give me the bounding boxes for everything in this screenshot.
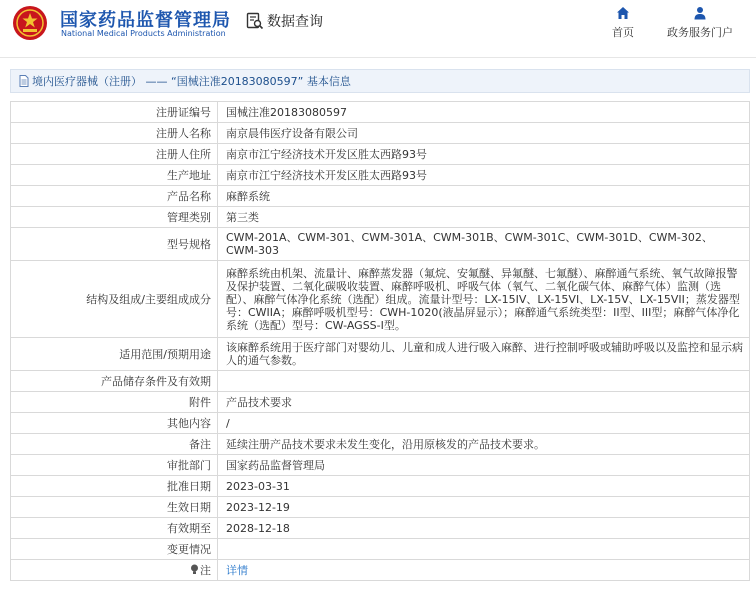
- table-row: [11, 165, 750, 186]
- row-value: 南京市江宁经济技术开发区胜太西路93号: [218, 144, 750, 165]
- row-value: CWM-201A、CWM-301、CWM-301A、CWM-301B、CWM-301C、CWM-301D、CWM-302、CWM-303: [218, 228, 750, 261]
- national-emblem-icon[interactable]: [12, 5, 48, 41]
- table-row: [11, 476, 750, 497]
- table-row: [11, 261, 750, 338]
- row-value: 国械注准20183080597: [218, 102, 750, 123]
- table-row: [11, 207, 750, 228]
- data-query-link[interactable]: [246, 11, 323, 31]
- row-value: 麻醉系统由机架、流量计、麻醉蒸发器（氟烷、安氟醚、异氟醚、七氟醚）、麻醉通气系统、氧气故障报警及保护装置、二氧化碳吸收装置、麻醉呼吸机、呼吸气体（氧气、二氧化碳气体、麻醉气体）监测（选配）、麻醉气体净化系统（选配）组成。流量计型号：LX-15IV、LX-15VI、LX-15V、LX-15VII；蒸发器型号：CWIIA；麻醉呼吸机型号：CWH-1020(液晶屏显示）；麻醉通气系统类型：II型、III型；麻醉气体净化系统（选配）型号：CW-AGSS-I型。: [218, 261, 750, 338]
- row-label: 生效日期: [11, 497, 218, 518]
- row-label: 结构及组成/主要组成成分: [11, 261, 218, 338]
- table-row: [11, 144, 750, 165]
- row-label: 注册人名称: [11, 123, 218, 144]
- user-icon: [693, 6, 707, 20]
- nav-gov-label: 政务服务门户: [667, 26, 733, 39]
- nav-gov-portal[interactable]: [660, 6, 740, 40]
- table-row: [11, 455, 750, 476]
- details-link[interactable]: 详情: [226, 563, 248, 577]
- row-value: /: [218, 413, 750, 434]
- row-value: 延续注册产品技术要求未发生变化，沿用原核发的产品技术要求。: [218, 434, 750, 455]
- device-detail-table: [10, 101, 750, 581]
- header-divider: [0, 57, 756, 58]
- table-row: [11, 413, 750, 434]
- row-label: 其他内容: [11, 413, 218, 434]
- note-label-cell: [11, 560, 218, 581]
- row-value: 2023-12-19: [218, 497, 750, 518]
- row-label: 生产地址: [11, 165, 218, 186]
- row-label: 审批部门: [11, 455, 218, 476]
- table-row: [11, 123, 750, 144]
- row-value: 第三类: [218, 207, 750, 228]
- data-query-label: 数据查询: [267, 14, 323, 30]
- row-label: 产品储存条件及有效期: [11, 371, 218, 392]
- lightbulb-icon: [190, 564, 199, 575]
- row-value: 麻醉系统: [218, 186, 750, 207]
- row-label: 注册证编号: [11, 102, 218, 123]
- table-row: [11, 338, 750, 371]
- nav-home-label: 首页: [612, 26, 634, 39]
- row-value: 2023-03-31: [218, 476, 750, 497]
- row-label: 型号规格: [11, 228, 218, 261]
- row-label: 批准日期: [11, 476, 218, 497]
- row-value: 2028-12-18: [218, 518, 750, 539]
- record-title-bar: [10, 69, 750, 93]
- row-label: 有效期至: [11, 518, 218, 539]
- data-query-icon: [246, 12, 264, 30]
- nav-home[interactable]: [606, 6, 640, 40]
- row-value: 该麻醉系统用于医疗部门对婴幼儿、儿童和成人进行吸入麻醉、进行控制呼吸或辅助呼吸以及监控和显示病人的通气参数。: [218, 338, 750, 371]
- row-value: [218, 371, 750, 392]
- row-label: 附件: [11, 392, 218, 413]
- row-label: 变更情况: [11, 539, 218, 560]
- table-row: [11, 392, 750, 413]
- row-label: 注册人住所: [11, 144, 218, 165]
- table-row: [11, 102, 750, 123]
- table-row: [11, 497, 750, 518]
- table-row: [11, 228, 750, 261]
- row-value: 南京晨伟医疗设备有限公司: [218, 123, 750, 144]
- note-value-cell: [218, 560, 750, 581]
- table-row: [11, 371, 750, 392]
- table-row: [11, 560, 750, 581]
- row-label: 备注: [11, 434, 218, 455]
- row-value: 国家药品监督管理局: [218, 455, 750, 476]
- note-label: 注: [200, 563, 211, 577]
- home-icon: [616, 6, 630, 20]
- site-title[interactable]: 国家药品监督管理局: [60, 10, 231, 31]
- row-value: 产品技术要求: [218, 392, 750, 413]
- row-value: 南京市江宁经济技术开发区胜太西路93号: [218, 165, 750, 186]
- row-label: 管理类别: [11, 207, 218, 228]
- record-title: 境内医疗器械（注册） —— “国械注准20183080597” 基本信息: [32, 75, 351, 88]
- table-row: [11, 434, 750, 455]
- table-row: [11, 539, 750, 560]
- row-label: 适用范围/预期用途: [11, 338, 218, 371]
- document-icon: [19, 75, 29, 87]
- table-row: [11, 518, 750, 539]
- site-subtitle: National Medical Products Administration: [61, 29, 226, 38]
- row-value: [218, 539, 750, 560]
- site-header: [0, 0, 756, 46]
- row-label: 产品名称: [11, 186, 218, 207]
- table-row: [11, 186, 750, 207]
